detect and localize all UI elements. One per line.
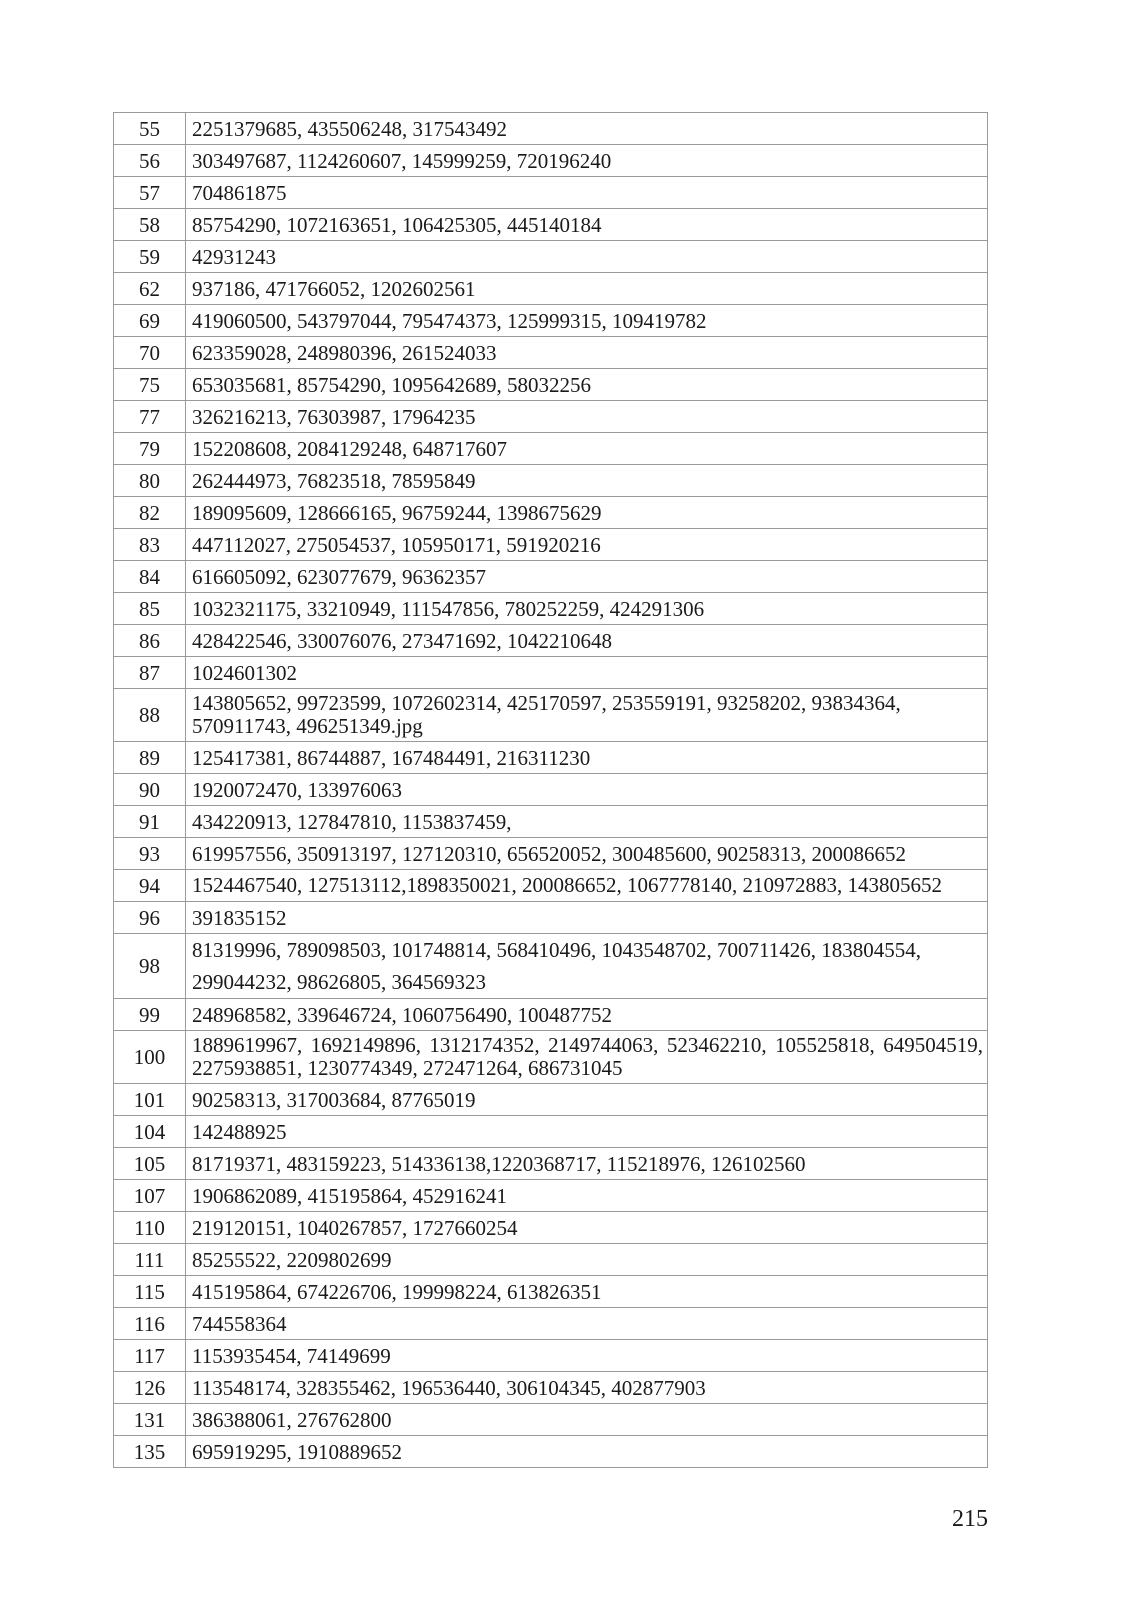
row-number-cell: 89 <box>114 742 186 774</box>
table-row <box>114 561 988 593</box>
row-number-cell: 98 <box>114 934 186 999</box>
row-number-cell: 100 <box>114 1031 186 1084</box>
row-number-cell: 116 <box>114 1308 186 1340</box>
row-values-cell: 81719371, 483159223, 514336138,1220368717, 115218976, 126102560 <box>186 1148 988 1180</box>
table-row <box>114 593 988 625</box>
table-row <box>114 1244 988 1276</box>
row-number-cell: 99 <box>114 999 186 1031</box>
row-number-cell: 62 <box>114 273 186 305</box>
row-values-cell: 1032321175, 33210949, 111547856, 780252259, 424291306 <box>186 593 988 625</box>
row-values-cell: 616605092, 623077679, 96362357 <box>186 561 988 593</box>
table-row <box>114 177 988 209</box>
table-row <box>114 401 988 433</box>
row-values-cell: 704861875 <box>186 177 988 209</box>
table-row <box>114 241 988 273</box>
row-values-cell: 1524467540, 127513112,1898350021, 200086652, 1067778140, 210972883, 143805652 <box>186 870 988 902</box>
row-values-cell: 85754290, 1072163651, 106425305, 445140184 <box>186 209 988 241</box>
row-number-cell: 110 <box>114 1212 186 1244</box>
table-row <box>114 465 988 497</box>
row-values-cell: 623359028, 248980396, 261524033 <box>186 337 988 369</box>
row-values-cell: 248968582, 339646724, 1060756490, 100487752 <box>186 999 988 1031</box>
table-row <box>114 1372 988 1404</box>
table-row <box>114 689 988 742</box>
table-row <box>114 1340 988 1372</box>
row-number-cell: 82 <box>114 497 186 529</box>
row-number-cell: 86 <box>114 625 186 657</box>
row-number-cell: 75 <box>114 369 186 401</box>
row-number-cell: 88 <box>114 689 186 742</box>
row-number-cell: 105 <box>114 1148 186 1180</box>
row-values-cell: 447112027, 275054537, 105950171, 591920216 <box>186 529 988 561</box>
row-number-cell: 135 <box>114 1436 186 1468</box>
table-row <box>114 1212 988 1244</box>
row-values-cell: 1920072470, 133976063 <box>186 774 988 806</box>
row-number-cell: 83 <box>114 529 186 561</box>
row-number-cell: 80 <box>114 465 186 497</box>
row-number-cell: 85 <box>114 593 186 625</box>
table-row <box>114 1436 988 1468</box>
row-number-cell: 70 <box>114 337 186 369</box>
row-values-cell: 219120151, 1040267857, 1727660254 <box>186 1212 988 1244</box>
table-row <box>114 1116 988 1148</box>
row-values-cell: 142488925 <box>186 1116 988 1148</box>
row-values-cell: 125417381, 86744887, 167484491, 216311230 <box>186 742 988 774</box>
table-row <box>114 1276 988 1308</box>
row-number-cell: 104 <box>114 1116 186 1148</box>
row-values-cell: 85255522, 2209802699 <box>186 1244 988 1276</box>
row-values-cell: 695919295, 1910889652 <box>186 1436 988 1468</box>
row-number-cell: 79 <box>114 433 186 465</box>
row-number-cell: 90 <box>114 774 186 806</box>
row-values-cell: 391835152 <box>186 902 988 934</box>
row-number-cell: 94 <box>114 870 186 902</box>
row-number-cell: 59 <box>114 241 186 273</box>
id-table-body <box>114 113 988 1468</box>
row-values-cell: 937186, 471766052, 1202602561 <box>186 273 988 305</box>
table-row <box>114 209 988 241</box>
row-values-cell: 1906862089, 415195864, 452916241 <box>186 1180 988 1212</box>
row-values-cell: 415195864, 674226706, 199998224, 613826351 <box>186 1276 988 1308</box>
table-row <box>114 625 988 657</box>
row-values-cell: 428422546, 330076076, 273471692, 1042210648 <box>186 625 988 657</box>
table-row <box>114 113 988 145</box>
row-values-cell: 189095609, 128666165, 96759244, 1398675629 <box>186 497 988 529</box>
table-row <box>114 1308 988 1340</box>
row-values-cell: 262444973, 76823518, 78595849 <box>186 465 988 497</box>
table-row <box>114 870 988 902</box>
table-row <box>114 433 988 465</box>
row-values-cell: 434220913, 127847810, 1153837459, <box>186 806 988 838</box>
row-values-cell: 744558364 <box>186 1308 988 1340</box>
page-number: 215 <box>952 1506 988 1532</box>
row-values-cell: 1024601302 <box>186 657 988 689</box>
table-row <box>114 742 988 774</box>
row-values-cell: 90258313, 317003684, 87765019 <box>186 1084 988 1116</box>
table-row <box>114 369 988 401</box>
row-values-cell: 1153935454, 74149699 <box>186 1340 988 1372</box>
row-number-cell: 101 <box>114 1084 186 1116</box>
row-number-cell: 69 <box>114 305 186 337</box>
row-values-cell: 326216213, 76303987, 17964235 <box>186 401 988 433</box>
row-values-cell: 653035681, 85754290, 1095642689, 58032256 <box>186 369 988 401</box>
row-number-cell: 84 <box>114 561 186 593</box>
row-values-cell: 81319996, 789098503, 101748814, 568410496, 1043548702, 700711426, 183804554, 299044232, 98626805, 364569323 <box>186 934 988 999</box>
table-row <box>114 337 988 369</box>
row-values-cell: 42931243 <box>186 241 988 273</box>
row-values-cell: 619957556, 350913197, 127120310, 656520052, 300485600, 90258313, 200086652 <box>186 838 988 870</box>
row-values-cell: 152208608, 2084129248, 648717607 <box>186 433 988 465</box>
table-row <box>114 806 988 838</box>
row-values-cell: 143805652, 99723599, 1072602314, 425170597, 253559191, 93258202, 93834364, 570911743, 496251349.jpg <box>186 689 988 742</box>
table-row <box>114 1404 988 1436</box>
row-number-cell: 115 <box>114 1276 186 1308</box>
row-number-cell: 126 <box>114 1372 186 1404</box>
table-row <box>114 1084 988 1116</box>
id-table <box>113 112 988 1468</box>
table-row <box>114 1031 988 1084</box>
row-number-cell: 58 <box>114 209 186 241</box>
row-number-cell: 57 <box>114 177 186 209</box>
table-row <box>114 902 988 934</box>
row-values-cell: 386388061, 276762800 <box>186 1404 988 1436</box>
row-number-cell: 55 <box>114 113 186 145</box>
table-row <box>114 1148 988 1180</box>
table-row <box>114 999 988 1031</box>
row-number-cell: 111 <box>114 1244 186 1276</box>
row-values-cell: 419060500, 543797044, 795474373, 125999315, 109419782 <box>186 305 988 337</box>
table-row <box>114 838 988 870</box>
row-number-cell: 131 <box>114 1404 186 1436</box>
row-number-cell: 117 <box>114 1340 186 1372</box>
row-number-cell: 56 <box>114 145 186 177</box>
table-row <box>114 273 988 305</box>
row-number-cell: 93 <box>114 838 186 870</box>
row-values-cell: 2251379685, 435506248, 317543492 <box>186 113 988 145</box>
row-number-cell: 107 <box>114 1180 186 1212</box>
table-row <box>114 1180 988 1212</box>
table-row <box>114 934 988 999</box>
row-values-cell: 303497687, 1124260607, 145999259, 720196240 <box>186 145 988 177</box>
row-number-cell: 87 <box>114 657 186 689</box>
table-row <box>114 497 988 529</box>
row-number-cell: 96 <box>114 902 186 934</box>
row-number-cell: 77 <box>114 401 186 433</box>
row-values-cell: 1889619967, 1692149896, 1312174352, 2149744063, 523462210, 105525818, 649504519, 2275938851, 1230774349, 272471264, 686731045 <box>186 1031 988 1084</box>
row-values-cell: 113548174, 328355462, 196536440, 306104345, 402877903 <box>186 1372 988 1404</box>
table-row <box>114 774 988 806</box>
row-number-cell: 91 <box>114 806 186 838</box>
table-row <box>114 529 988 561</box>
table-row <box>114 657 988 689</box>
table-row <box>114 145 988 177</box>
table-row <box>114 305 988 337</box>
